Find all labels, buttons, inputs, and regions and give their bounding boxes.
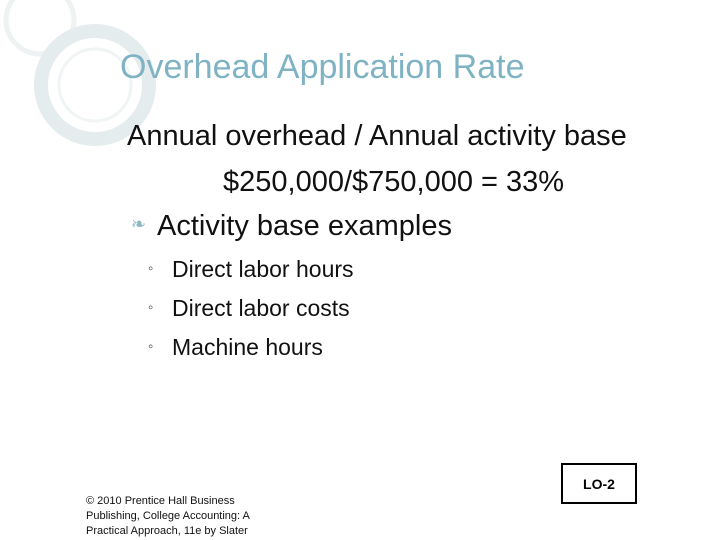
circle-bullet-icon: ◦ <box>148 259 154 277</box>
sub-bullet-text: Machine hours <box>172 334 323 360</box>
list-item <box>148 332 354 371</box>
list-item <box>148 254 354 293</box>
sub-bullet-list <box>148 254 354 371</box>
calculation-text: $250,000/$750,000 = 33% <box>223 166 565 198</box>
lo-label: LO-2 <box>583 475 615 492</box>
circle-bullet-icon: ◦ <box>148 298 154 316</box>
slide-title: Overhead Application Rate <box>120 48 525 86</box>
copyright-footer: © 2010 Prentice Hall Business Publishing, College Accounting: A Practical Approach, 11e by Slater <box>86 495 250 537</box>
main-bullet-text: Activity base examples <box>157 210 452 242</box>
decorative-circles <box>0 0 200 200</box>
main-bullet <box>131 210 452 243</box>
sub-bullet-text: Direct labor costs <box>172 295 350 321</box>
learning-objective-badge <box>561 463 637 504</box>
sub-bullet-text: Direct labor hours <box>172 256 354 282</box>
leaf-bullet-icon: ❧ <box>131 213 147 234</box>
list-item <box>148 293 354 332</box>
formula-text: Annual overhead / Annual activity base <box>127 120 627 152</box>
circle-bullet-icon: ◦ <box>148 337 154 355</box>
